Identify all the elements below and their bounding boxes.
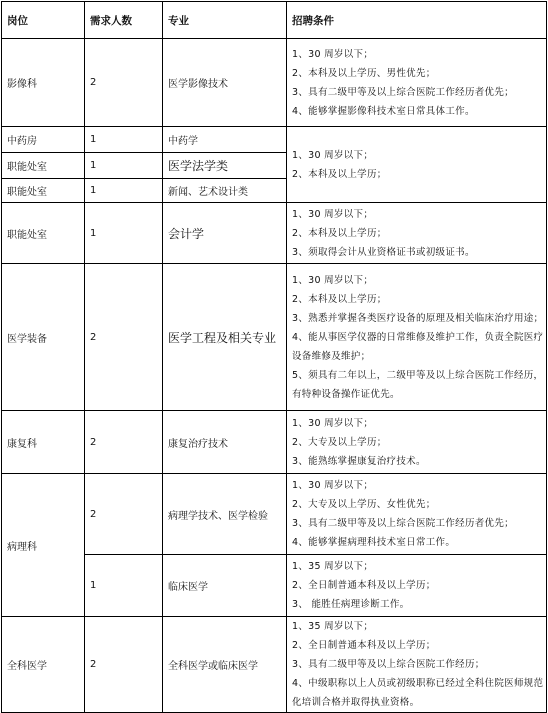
major-cell: 病理学技术、医学检验 bbox=[163, 474, 287, 555]
requirement-line: 1、30 周岁以下； bbox=[292, 208, 374, 220]
position-cell: 职能处室 bbox=[2, 153, 85, 179]
count-cell: 1 bbox=[85, 179, 163, 203]
requirements-cell bbox=[287, 411, 547, 474]
requirement-line: 3、熟悉并掌握各类医疗设备的原理及相关临床治疗用途； bbox=[292, 312, 544, 324]
header-requirements: 招聘条件 bbox=[287, 2, 547, 39]
table-row bbox=[2, 411, 547, 474]
header-position: 岗位 bbox=[2, 2, 85, 39]
position-cell: 病理科 bbox=[2, 474, 85, 617]
position-cell: 职能处室 bbox=[2, 203, 85, 264]
count-cell: 1 bbox=[85, 203, 163, 264]
requirements-cell bbox=[287, 39, 547, 127]
major-cell: 临床医学 bbox=[163, 555, 287, 617]
requirement-line: 1、35 周岁以下； bbox=[292, 561, 374, 572]
requirements-cell bbox=[287, 203, 547, 264]
position-cell: 中药房 bbox=[2, 127, 85, 153]
requirement-line: 1、30 周岁以下； bbox=[292, 48, 374, 60]
major-cell: 中药学 bbox=[163, 127, 287, 153]
major-cell: 全科医学或临床医学 bbox=[163, 617, 287, 713]
requirement-line: 3、 能胜任病理诊断工作。 bbox=[292, 599, 410, 610]
requirements-cell bbox=[287, 555, 547, 617]
requirements-cell bbox=[287, 474, 547, 555]
table-row bbox=[2, 127, 547, 153]
requirement-line: 1、30 周岁以下； bbox=[292, 274, 374, 286]
requirement-line: 4、中级职称以上人员或初级职称已经过全科住院医师规范化培训合格并取得执业资格。 bbox=[292, 678, 544, 708]
requirement-line: 3、须取得会计从业资格证书或初级证书。 bbox=[292, 246, 475, 258]
requirement-line: 2、大专及以上学历； bbox=[292, 436, 387, 448]
requirement-line: 4、能够掌握影像科技术室日常具体工作。 bbox=[292, 105, 475, 117]
requirement-line: 2、本科及以上学历； bbox=[292, 168, 387, 180]
major-cell: 医学工程及相关专业 bbox=[163, 264, 287, 411]
requirement-line: 4、能够掌握病理科技术室日常工作。 bbox=[292, 537, 456, 548]
table-row bbox=[2, 39, 547, 127]
count-cell: 2 bbox=[85, 617, 163, 713]
header-row bbox=[2, 2, 547, 39]
table-row bbox=[2, 617, 547, 713]
requirement-line: 3、具有二级甲等及以上综合医院工作经历者优先； bbox=[292, 518, 514, 529]
major-cell: 会计学 bbox=[163, 203, 287, 264]
count-cell: 1 bbox=[85, 127, 163, 153]
table-row bbox=[2, 264, 547, 411]
count-cell: 1 bbox=[85, 555, 163, 617]
requirement-line: 3、具有二级甲等及以上综合医院工作经历； bbox=[292, 659, 485, 670]
major-cell: 医学影像技术 bbox=[163, 39, 287, 127]
requirement-line: 2、本科及以上学历； bbox=[292, 227, 387, 239]
requirement-line: 3、能熟练掌握康复治疗技术。 bbox=[292, 455, 426, 467]
major-cell: 康复治疗技术 bbox=[163, 411, 287, 474]
position-cell: 康复科 bbox=[2, 411, 85, 474]
major-cell: 医学法学类 bbox=[163, 153, 287, 179]
position-cell: 影像科 bbox=[2, 39, 85, 127]
requirement-line: 1、35 周岁以下； bbox=[292, 621, 374, 632]
header-count: 需求人数 bbox=[85, 2, 163, 39]
requirements-cell bbox=[287, 264, 547, 411]
requirement-line: 2、本科及以上学历、男性优先； bbox=[292, 67, 436, 79]
position-cell: 全科医学 bbox=[2, 617, 85, 713]
position-cell: 医学装备 bbox=[2, 264, 85, 411]
requirement-line: 2、大专及以上学历、女性优先； bbox=[292, 499, 436, 510]
requirement-line: 2、全日制普通本科及以上学历； bbox=[292, 640, 436, 651]
count-cell: 2 bbox=[85, 39, 163, 127]
requirement-line: 3、具有二级甲等及以上综合医院工作经历者优先； bbox=[292, 86, 514, 98]
requirement-line: 5、须具有二年以上，二级甲等及以上综合医院工作经历，有特种设备操作证优先。 bbox=[292, 369, 544, 400]
requirements-cell bbox=[287, 617, 547, 713]
table-row bbox=[2, 474, 547, 555]
table-row bbox=[2, 203, 547, 264]
count-cell: 2 bbox=[85, 474, 163, 555]
requirement-line: 2、本科及以上学历； bbox=[292, 293, 387, 305]
requirement-line: 1、30 周岁以下； bbox=[292, 149, 374, 161]
major-cell: 新闻、艺术设计类 bbox=[163, 179, 287, 203]
recruitment-table bbox=[1, 1, 547, 713]
header-major: 专业 bbox=[163, 2, 287, 39]
count-cell: 2 bbox=[85, 411, 163, 474]
count-cell: 1 bbox=[85, 153, 163, 179]
position-cell: 职能处室 bbox=[2, 179, 85, 203]
requirement-line: 1、30 周岁以下； bbox=[292, 480, 374, 491]
requirement-line: 1、30 周岁以下； bbox=[292, 417, 374, 429]
count-cell: 2 bbox=[85, 264, 163, 411]
requirement-line: 2、全日制普通本科及以上学历； bbox=[292, 580, 436, 591]
requirement-line: 4、能从事医学仪器的日常维修及维护工作，负责全院医疗设备维修及维护； bbox=[292, 331, 544, 362]
requirements-cell bbox=[287, 127, 547, 203]
